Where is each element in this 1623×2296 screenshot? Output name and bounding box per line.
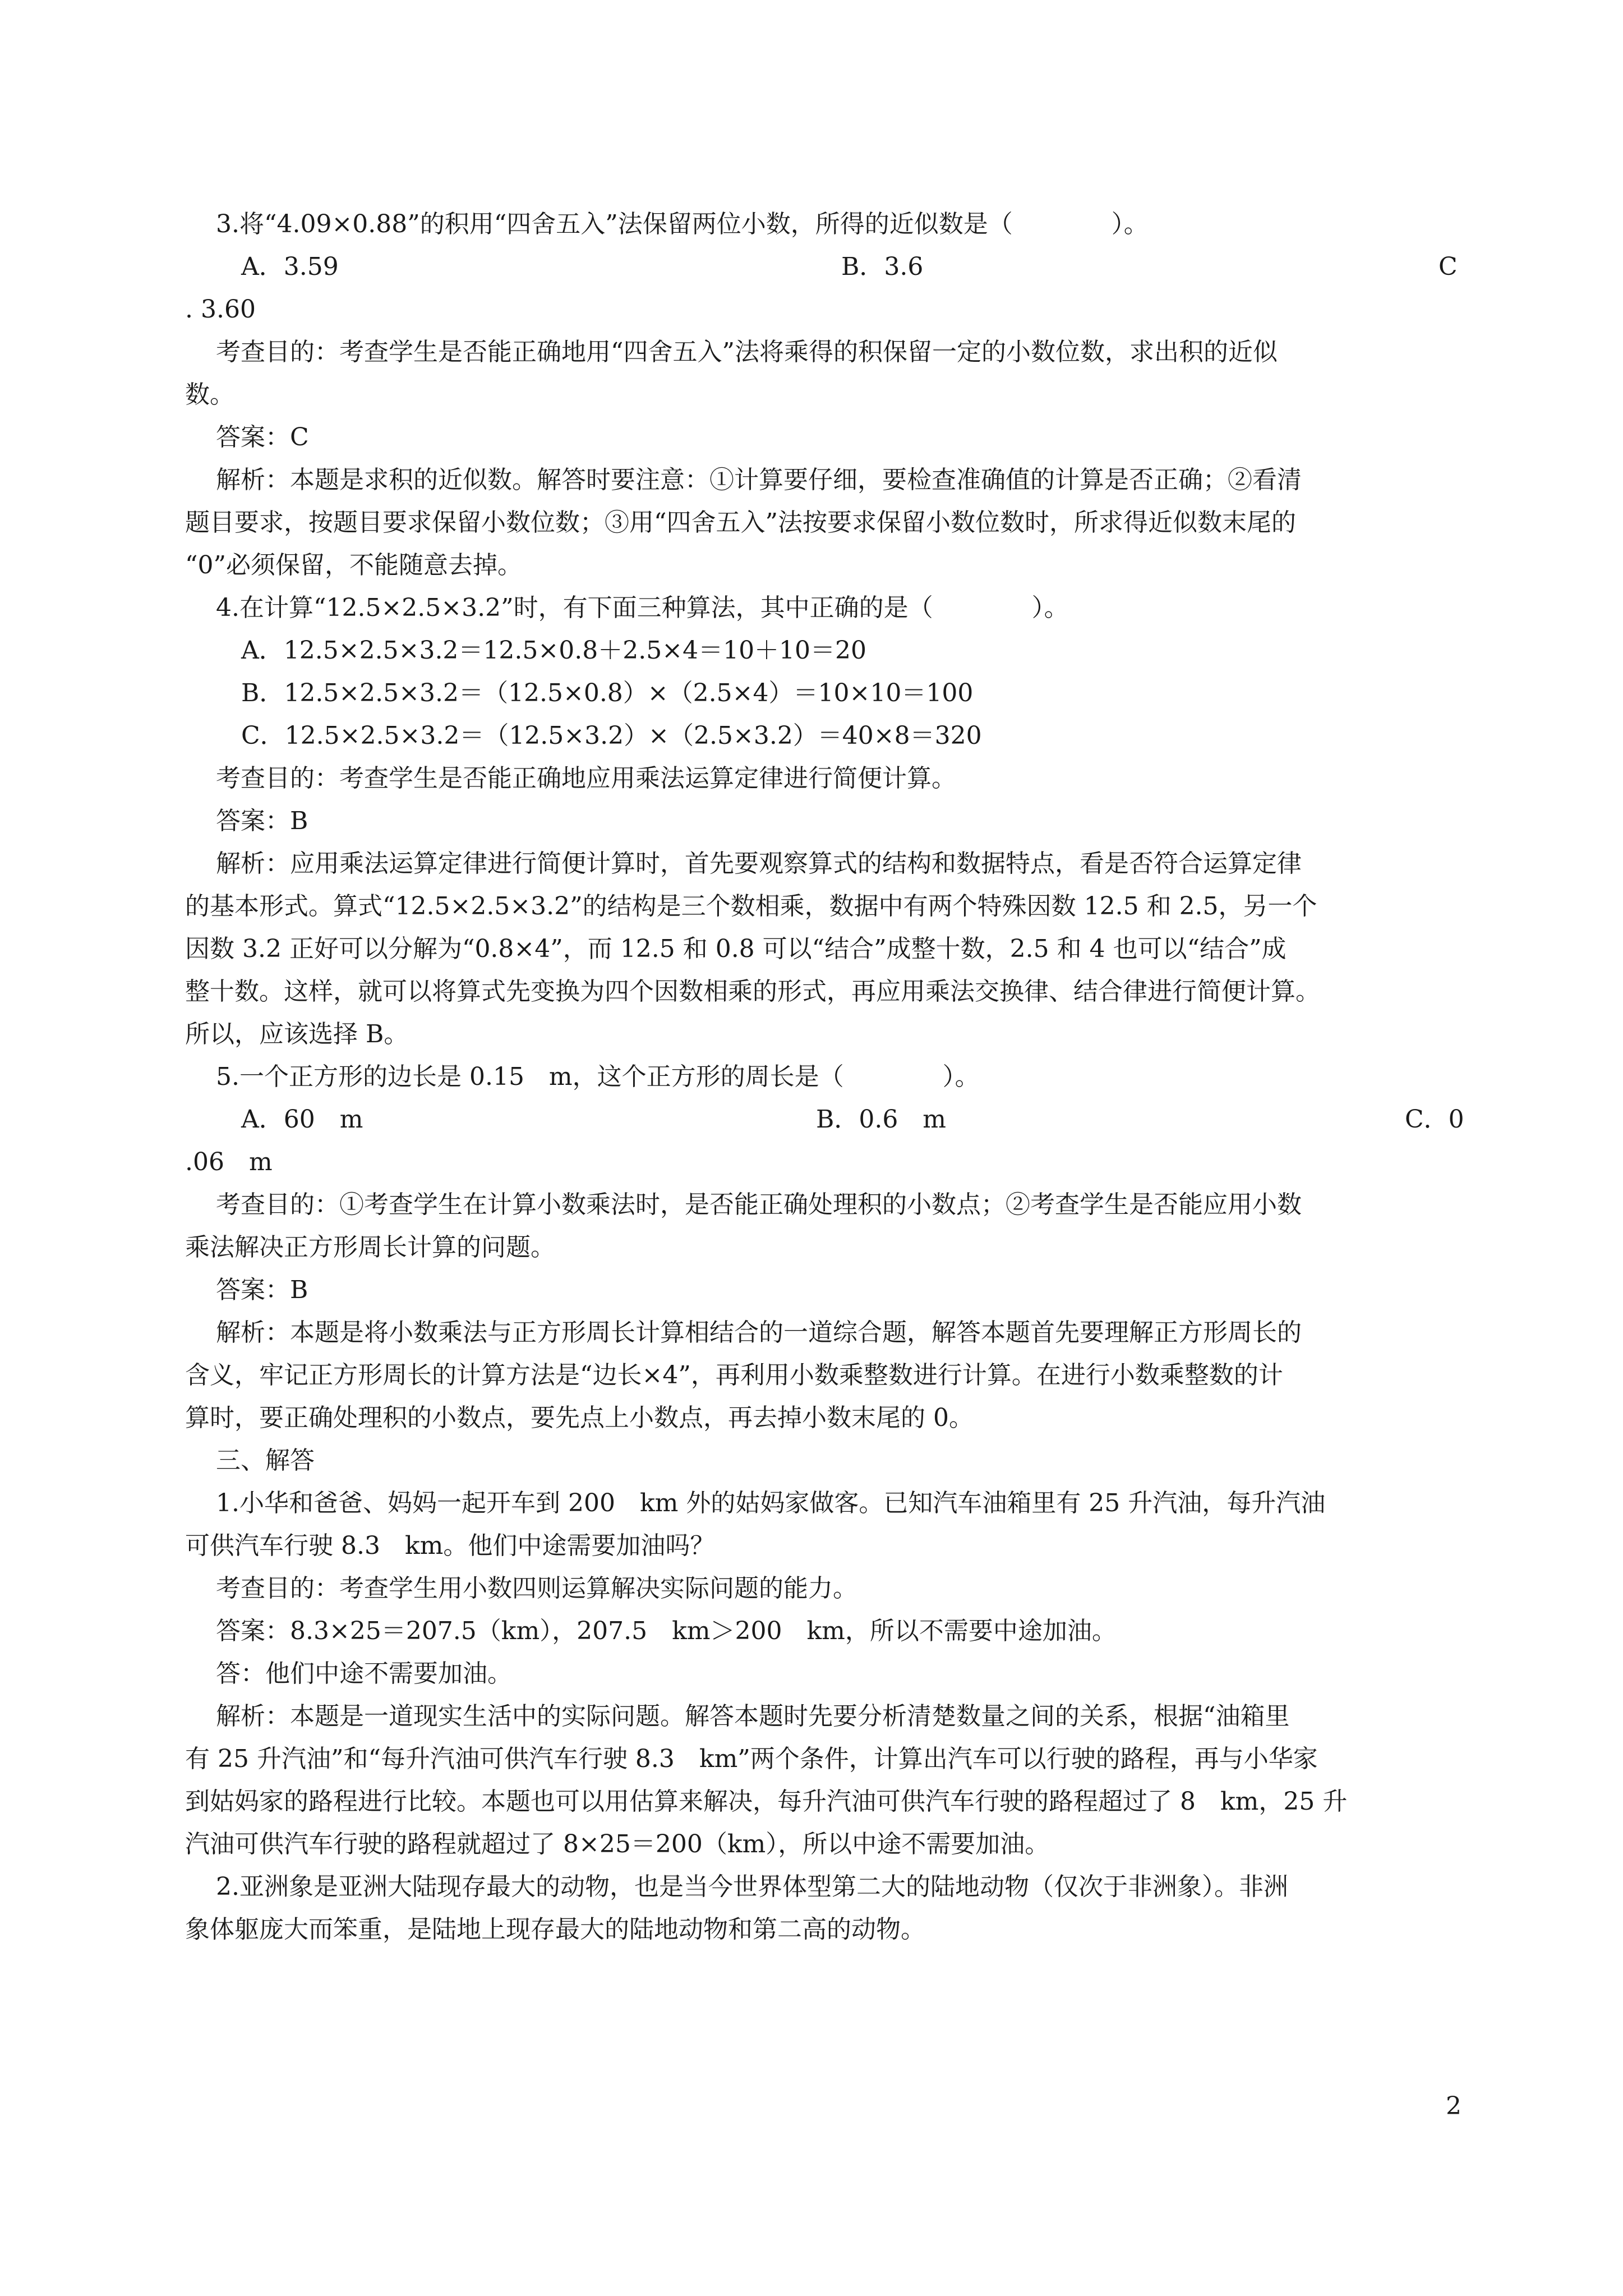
- analysis-text: 到姑妈家的路程进行比较。本题也可以用估算来解决，每升汽油可供汽车行驶的路程超过了 8 km，25 升: [185, 1787, 1348, 1816]
- purpose-text: 考查目的：考查学生是否能正确地应用乘法运算定律进行简便计算。: [216, 764, 956, 793]
- analysis-text: 解析：本题是一道现实生活中的实际问题。解答本题时先要分析清楚数量之间的关系，根据“油箱里: [216, 1702, 1290, 1731]
- analysis-text: 算时，要正确处理积的小数点，要先点上小数点，再去掉小数末尾的 0。: [185, 1404, 974, 1432]
- problem-1-text: 可供汽车行驶 8.3 km。他们中途需要加油吗？: [185, 1531, 715, 1560]
- option-b: B．0.6 m: [816, 1105, 947, 1134]
- analysis-text: 解析：应用乘法运算定律进行简便计算时，首先要观察算式的结构和数据特点，看是否符合运算定律: [216, 849, 1302, 878]
- purpose-text: 考查目的：考查学生用小数四则运算解决实际问题的能力。: [216, 1574, 857, 1603]
- option-c: C．12.5×2.5×3.2＝（12.5×3.2）×（2.5×3.2）＝40×8＝320: [241, 721, 982, 750]
- purpose-text: 考查目的：考查学生是否能正确地用“四舍五入”法将乘得的积保留一定的小数位数，求出积的近似: [216, 338, 1278, 366]
- analysis-text: 有 25 升汽油”和“每升汽油可供汽车行驶 8.3 km”两个条件，计算出汽车可以行驶的路程，再与小华家: [185, 1745, 1318, 1773]
- analysis-text: 所以，应该选择 B。: [185, 1020, 409, 1048]
- answer-text: 答案：8.3×25＝207.5（km），207.5 km＞200 km，所以不需要中途加油。: [216, 1617, 1117, 1645]
- analysis-text: 解析：本题是将小数乘法与正方形周长计算相结合的一道综合题，解答本题首先要理解正方形周长的: [216, 1318, 1302, 1347]
- section-title: 三、解答: [216, 1446, 315, 1475]
- option-c-value: .06 m: [185, 1148, 273, 1176]
- analysis-text: 题目要求，按题目要求保留小数位数；③用“四舍五入”法按要求保留小数位数时，所求得近似数末尾的: [185, 508, 1296, 537]
- problem-2-text: 2.亚洲象是亚洲大陆现存最大的动物，也是当今世界体型第二大的陆地动物（仅次于非洲象）。非洲: [216, 1872, 1288, 1901]
- answer-text: 答案：C: [216, 423, 309, 452]
- reply-text: 答：他们中途不需要加油。: [216, 1659, 512, 1688]
- purpose-text: 乘法解决正方形周长计算的问题。: [185, 1233, 555, 1262]
- analysis-text: 的基本形式。算式“12.5×2.5×3.2”的结构是三个数相乘，数据中有两个特殊因数 12.5 和 2.5，另一个: [185, 892, 1317, 921]
- question-5-text: 5.一个正方形的边长是 0.15 m，这个正方形的周长是（ ）。: [216, 1062, 980, 1091]
- answer-text: 答案：B: [216, 1276, 308, 1304]
- question-3-text: 3.将“4.09×0.88”的积用“四舍五入”法保留两位小数，所得的近似数是（ ）。: [216, 210, 1149, 238]
- option-c: C．0: [1405, 1105, 1464, 1134]
- analysis-text: 解析：本题是求积的近似数。解答时要注意：①计算要仔细，要检查准确值的计算是否正确；②看清: [216, 466, 1302, 494]
- analysis-text: 含义，牢记正方形周长的计算方法是“边长×4”，再利用小数乘整数进行计算。在进行小数乘整数的计: [185, 1361, 1283, 1389]
- analysis-text: “0”必须保留，不能随意去掉。: [185, 551, 522, 579]
- option-c: C: [1438, 252, 1458, 281]
- option-a: A．60 m: [241, 1105, 363, 1134]
- analysis-text: 汽油可供汽车行驶的路程就超过了 8×25＝200（km），所以中途不需要加油。: [185, 1830, 1050, 1858]
- problem-1-text: 1.小华和爸爸、妈妈一起开车到 200 km 外的姑妈家做客。已知汽车油箱里有 25 升汽油，每升汽油: [216, 1489, 1326, 1517]
- problem-2-text: 象体躯庞大而笨重，是陆地上现存最大的陆地动物和第二高的动物。: [185, 1915, 925, 1944]
- answer-text: 答案：B: [216, 807, 308, 835]
- page-number: 2: [1446, 2092, 1461, 2120]
- option-b: B．3.6: [841, 252, 924, 281]
- purpose-text: 数。: [185, 380, 234, 409]
- option-a: A．3.59: [241, 252, 339, 281]
- option-a: A．12.5×2.5×3.2＝12.5×0.8＋2.5×4＝10＋10＝20: [241, 636, 867, 665]
- option-b: B．12.5×2.5×3.2＝（12.5×0.8）×（2.5×4）＝10×10＝100: [241, 679, 974, 707]
- option-c-value: . 3.60: [185, 295, 256, 324]
- purpose-text: 考查目的：①考查学生在计算小数乘法时，是否能正确处理积的小数点；②考查学生是否能应用小数: [216, 1190, 1302, 1219]
- question-4-text: 4.在计算“12.5×2.5×3.2”时，有下面三种算法，其中正确的是（ ）。: [216, 593, 1069, 622]
- analysis-text: 因数 3.2 正好可以分解为“0.8×4”，而 12.5 和 0.8 可以“结合”成整十数，2.5 和 4 也可以“结合”成: [185, 935, 1287, 963]
- analysis-text: 整十数。这样，就可以将算式先变换为四个因数相乘的形式，再应用乘法交换律、结合律进行简便计算。: [185, 977, 1320, 1006]
